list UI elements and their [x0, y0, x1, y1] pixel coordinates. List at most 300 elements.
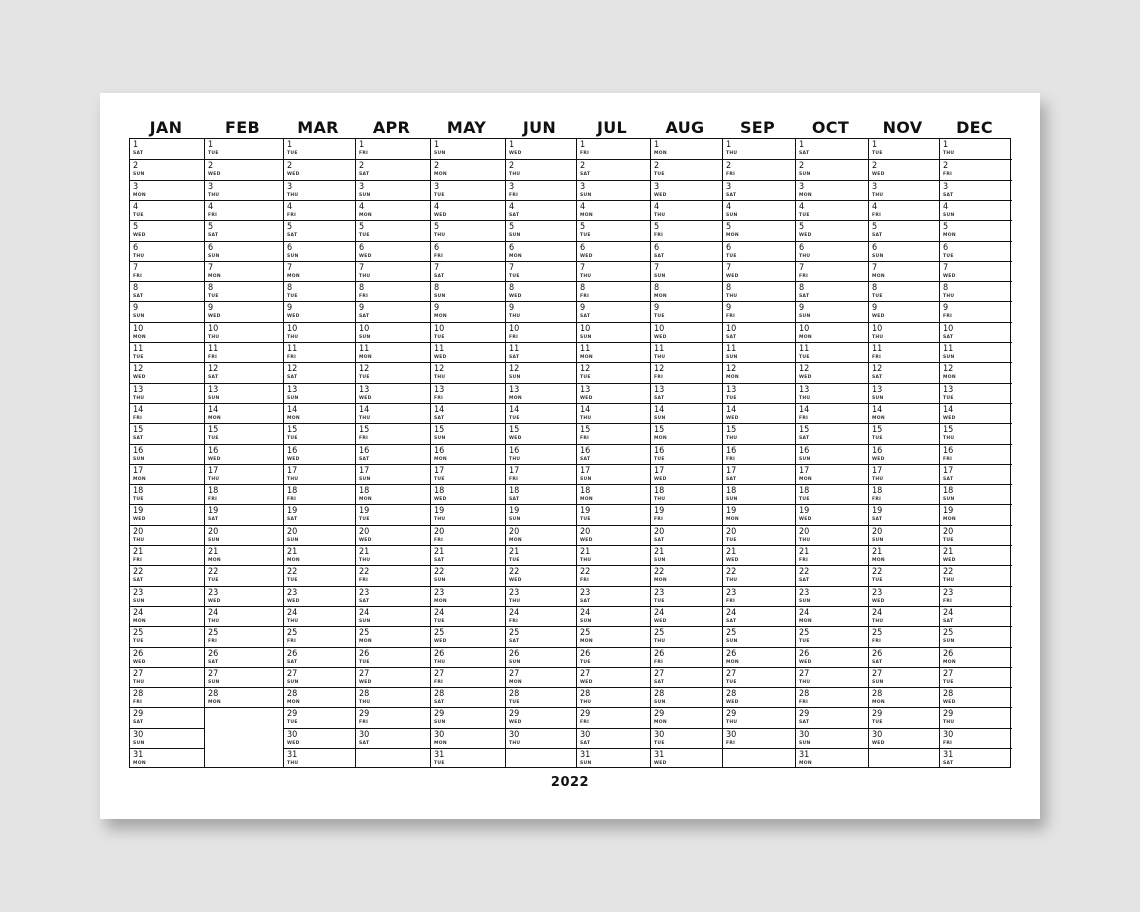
day-cell[interactable] [284, 504, 355, 524]
day-cell[interactable] [723, 362, 795, 382]
day-cell[interactable] [205, 241, 283, 261]
day-cell[interactable] [205, 647, 283, 667]
day-cell[interactable] [506, 281, 576, 301]
day-cell[interactable] [723, 301, 795, 321]
day-cell[interactable] [796, 301, 868, 321]
day-cell[interactable] [723, 423, 795, 443]
day-cell[interactable] [506, 383, 576, 403]
day-cell[interactable] [431, 525, 505, 545]
day-cell[interactable] [284, 687, 355, 707]
day-cell[interactable] [284, 647, 355, 667]
day-cell[interactable] [796, 261, 868, 281]
day-cell[interactable] [506, 606, 576, 626]
day-cell[interactable] [940, 139, 1012, 159]
day-cell[interactable] [796, 748, 868, 768]
day-cell[interactable] [723, 342, 795, 362]
day-cell[interactable] [356, 525, 430, 545]
day-cell[interactable] [940, 159, 1012, 179]
day-cell[interactable] [940, 484, 1012, 504]
day-cell[interactable] [431, 687, 505, 707]
day-cell[interactable] [869, 707, 939, 727]
day-cell[interactable] [723, 403, 795, 423]
day-cell[interactable] [284, 281, 355, 301]
day-cell[interactable] [356, 586, 430, 606]
day-cell[interactable] [506, 241, 576, 261]
day-cell[interactable] [284, 383, 355, 403]
day-cell[interactable] [723, 647, 795, 667]
day-cell[interactable] [284, 403, 355, 423]
day-cell[interactable] [130, 342, 204, 362]
day-cell[interactable] [940, 647, 1012, 667]
day-cell[interactable] [940, 342, 1012, 362]
day-cell[interactable] [869, 606, 939, 626]
day-cell[interactable] [869, 464, 939, 484]
day-cell[interactable] [796, 241, 868, 261]
day-cell[interactable] [506, 362, 576, 382]
day-cell[interactable] [431, 139, 505, 159]
day-cell[interactable] [356, 687, 430, 707]
day-cell[interactable] [284, 200, 355, 220]
day-cell[interactable] [431, 241, 505, 261]
day-cell[interactable] [284, 565, 355, 585]
day-cell[interactable] [130, 647, 204, 667]
day-cell[interactable] [205, 342, 283, 362]
day-cell[interactable] [205, 545, 283, 565]
day-cell[interactable] [651, 647, 722, 667]
day-cell[interactable] [869, 687, 939, 707]
day-cell[interactable] [869, 322, 939, 342]
day-cell[interactable] [796, 586, 868, 606]
day-cell[interactable] [651, 687, 722, 707]
day-cell[interactable] [284, 159, 355, 179]
day-cell[interactable] [205, 220, 283, 240]
day-cell[interactable] [284, 728, 355, 748]
day-cell[interactable] [796, 606, 868, 626]
day-cell[interactable] [284, 606, 355, 626]
day-cell[interactable] [796, 322, 868, 342]
day-cell[interactable] [284, 220, 355, 240]
day-cell[interactable] [284, 545, 355, 565]
day-cell[interactable] [723, 565, 795, 585]
day-cell[interactable] [284, 444, 355, 464]
day-cell[interactable] [506, 159, 576, 179]
day-cell[interactable] [205, 444, 283, 464]
day-cell[interactable] [356, 180, 430, 200]
day-cell[interactable] [796, 565, 868, 585]
day-cell[interactable] [130, 301, 204, 321]
day-cell[interactable] [796, 504, 868, 524]
day-cell[interactable] [796, 383, 868, 403]
day-cell[interactable] [651, 707, 722, 727]
day-cell[interactable] [651, 362, 722, 382]
day-cell[interactable] [651, 504, 722, 524]
day-cell[interactable] [356, 342, 430, 362]
day-cell[interactable] [940, 626, 1012, 646]
day-cell[interactable] [506, 200, 576, 220]
day-cell[interactable] [723, 484, 795, 504]
day-cell[interactable] [723, 322, 795, 342]
day-cell[interactable] [869, 504, 939, 524]
day-cell[interactable] [796, 403, 868, 423]
day-cell[interactable] [130, 504, 204, 524]
day-cell[interactable] [940, 322, 1012, 342]
day-cell[interactable] [130, 667, 204, 687]
day-cell[interactable] [506, 261, 576, 281]
day-cell[interactable] [284, 586, 355, 606]
day-cell[interactable] [431, 586, 505, 606]
day-cell[interactable] [506, 525, 576, 545]
day-cell[interactable] [940, 281, 1012, 301]
day-cell[interactable] [651, 444, 722, 464]
day-cell[interactable] [431, 565, 505, 585]
day-cell[interactable] [506, 565, 576, 585]
day-cell[interactable] [130, 241, 204, 261]
day-cell[interactable] [130, 748, 204, 768]
day-cell[interactable] [577, 159, 650, 179]
day-cell[interactable] [796, 687, 868, 707]
day-cell[interactable] [869, 444, 939, 464]
day-cell[interactable] [869, 383, 939, 403]
day-cell[interactable] [651, 728, 722, 748]
day-cell[interactable] [284, 261, 355, 281]
day-cell[interactable] [577, 444, 650, 464]
day-cell[interactable] [796, 647, 868, 667]
day-cell[interactable] [723, 667, 795, 687]
day-cell[interactable] [431, 281, 505, 301]
day-cell[interactable] [205, 464, 283, 484]
day-cell[interactable] [796, 362, 868, 382]
day-cell[interactable] [431, 444, 505, 464]
day-cell[interactable] [651, 180, 722, 200]
day-cell[interactable] [796, 484, 868, 504]
day-cell[interactable] [869, 484, 939, 504]
day-cell[interactable] [431, 200, 505, 220]
day-cell[interactable] [940, 464, 1012, 484]
day-cell[interactable] [356, 484, 430, 504]
day-cell[interactable] [506, 586, 576, 606]
day-cell[interactable] [869, 281, 939, 301]
day-cell[interactable] [130, 606, 204, 626]
day-cell[interactable] [869, 423, 939, 443]
day-cell[interactable] [205, 484, 283, 504]
day-cell[interactable] [431, 667, 505, 687]
day-cell[interactable] [651, 159, 722, 179]
day-cell[interactable] [723, 464, 795, 484]
day-cell[interactable] [651, 748, 722, 768]
day-cell[interactable] [356, 606, 430, 626]
day-cell[interactable] [205, 423, 283, 443]
day-cell[interactable] [506, 423, 576, 443]
day-cell[interactable] [130, 200, 204, 220]
day-cell[interactable] [651, 301, 722, 321]
day-cell[interactable] [431, 504, 505, 524]
day-cell[interactable] [940, 728, 1012, 748]
day-cell[interactable] [577, 565, 650, 585]
day-cell[interactable] [506, 342, 576, 362]
day-cell[interactable] [130, 261, 204, 281]
day-cell[interactable] [506, 301, 576, 321]
day-cell[interactable] [506, 484, 576, 504]
day-cell[interactable] [723, 159, 795, 179]
day-cell[interactable] [869, 241, 939, 261]
day-cell[interactable] [869, 261, 939, 281]
day-cell[interactable] [796, 728, 868, 748]
day-cell[interactable] [506, 403, 576, 423]
day-cell[interactable] [869, 180, 939, 200]
day-cell[interactable] [651, 484, 722, 504]
day-cell[interactable] [356, 667, 430, 687]
day-cell[interactable] [723, 504, 795, 524]
day-cell[interactable] [577, 707, 650, 727]
day-cell[interactable] [723, 707, 795, 727]
day-cell[interactable] [940, 261, 1012, 281]
day-cell[interactable] [651, 139, 722, 159]
day-cell[interactable] [506, 647, 576, 667]
day-cell[interactable] [356, 403, 430, 423]
day-cell[interactable] [431, 626, 505, 646]
day-cell[interactable] [356, 647, 430, 667]
day-cell[interactable] [284, 525, 355, 545]
day-cell[interactable] [796, 220, 868, 240]
day-cell[interactable] [796, 139, 868, 159]
day-cell[interactable] [940, 586, 1012, 606]
day-cell[interactable] [506, 139, 576, 159]
day-cell[interactable] [723, 586, 795, 606]
day-cell[interactable] [205, 565, 283, 585]
day-cell[interactable] [205, 606, 283, 626]
day-cell[interactable] [940, 301, 1012, 321]
day-cell[interactable] [506, 687, 576, 707]
day-cell[interactable] [869, 565, 939, 585]
day-cell[interactable] [651, 545, 722, 565]
day-cell[interactable] [130, 281, 204, 301]
day-cell[interactable] [356, 383, 430, 403]
day-cell[interactable] [651, 200, 722, 220]
day-cell[interactable] [796, 159, 868, 179]
day-cell[interactable] [796, 200, 868, 220]
day-cell[interactable] [577, 403, 650, 423]
day-cell[interactable] [577, 464, 650, 484]
day-cell[interactable] [796, 667, 868, 687]
day-cell[interactable] [506, 667, 576, 687]
day-cell[interactable] [869, 159, 939, 179]
day-cell[interactable] [130, 180, 204, 200]
day-cell[interactable] [940, 383, 1012, 403]
day-cell[interactable] [130, 383, 204, 403]
day-cell[interactable] [869, 586, 939, 606]
day-cell[interactable] [284, 362, 355, 382]
day-cell[interactable] [431, 423, 505, 443]
day-cell[interactable] [577, 220, 650, 240]
day-cell[interactable] [651, 606, 722, 626]
day-cell[interactable] [205, 362, 283, 382]
day-cell[interactable] [356, 322, 430, 342]
day-cell[interactable] [869, 139, 939, 159]
day-cell[interactable] [356, 281, 430, 301]
day-cell[interactable] [869, 342, 939, 362]
day-cell[interactable] [577, 383, 650, 403]
day-cell[interactable] [431, 322, 505, 342]
day-cell[interactable] [205, 403, 283, 423]
day-cell[interactable] [940, 444, 1012, 464]
day-cell[interactable] [577, 261, 650, 281]
day-cell[interactable] [284, 707, 355, 727]
day-cell[interactable] [356, 301, 430, 321]
day-cell[interactable] [723, 281, 795, 301]
day-cell[interactable] [577, 728, 650, 748]
day-cell[interactable] [205, 180, 283, 200]
day-cell[interactable] [431, 748, 505, 768]
day-cell[interactable] [869, 647, 939, 667]
day-cell[interactable] [577, 626, 650, 646]
day-cell[interactable] [506, 180, 576, 200]
day-cell[interactable] [356, 464, 430, 484]
day-cell[interactable] [796, 180, 868, 200]
day-cell[interactable] [651, 626, 722, 646]
day-cell[interactable] [431, 484, 505, 504]
day-cell[interactable] [284, 322, 355, 342]
day-cell[interactable] [796, 707, 868, 727]
day-cell[interactable] [723, 139, 795, 159]
day-cell[interactable] [431, 606, 505, 626]
day-cell[interactable] [356, 728, 430, 748]
day-cell[interactable] [651, 667, 722, 687]
day-cell[interactable] [577, 301, 650, 321]
day-cell[interactable] [723, 525, 795, 545]
day-cell[interactable] [431, 342, 505, 362]
day-cell[interactable] [205, 586, 283, 606]
day-cell[interactable] [130, 362, 204, 382]
day-cell[interactable] [651, 525, 722, 545]
day-cell[interactable] [577, 647, 650, 667]
day-cell[interactable] [130, 707, 204, 727]
day-cell[interactable] [506, 707, 576, 727]
day-cell[interactable] [130, 220, 204, 240]
day-cell[interactable] [940, 565, 1012, 585]
day-cell[interactable] [130, 586, 204, 606]
day-cell[interactable] [130, 687, 204, 707]
day-cell[interactable] [284, 484, 355, 504]
day-cell[interactable] [796, 423, 868, 443]
day-cell[interactable] [130, 464, 204, 484]
day-cell[interactable] [869, 728, 939, 748]
day-cell[interactable] [577, 748, 650, 768]
day-cell[interactable] [577, 545, 650, 565]
day-cell[interactable] [506, 626, 576, 646]
day-cell[interactable] [431, 220, 505, 240]
day-cell[interactable] [431, 261, 505, 281]
day-cell[interactable] [651, 565, 722, 585]
day-cell[interactable] [940, 200, 1012, 220]
day-cell[interactable] [431, 362, 505, 382]
day-cell[interactable] [869, 220, 939, 240]
day-cell[interactable] [506, 220, 576, 240]
day-cell[interactable] [869, 301, 939, 321]
day-cell[interactable] [506, 504, 576, 524]
day-cell[interactable] [506, 545, 576, 565]
day-cell[interactable] [577, 200, 650, 220]
day-cell[interactable] [940, 606, 1012, 626]
day-cell[interactable] [723, 687, 795, 707]
day-cell[interactable] [356, 545, 430, 565]
day-cell[interactable] [356, 707, 430, 727]
day-cell[interactable] [651, 464, 722, 484]
day-cell[interactable] [205, 139, 283, 159]
day-cell[interactable] [723, 728, 795, 748]
day-cell[interactable] [651, 261, 722, 281]
day-cell[interactable] [205, 383, 283, 403]
day-cell[interactable] [940, 545, 1012, 565]
day-cell[interactable] [651, 342, 722, 362]
day-cell[interactable] [130, 626, 204, 646]
day-cell[interactable] [796, 464, 868, 484]
day-cell[interactable] [205, 626, 283, 646]
day-cell[interactable] [506, 444, 576, 464]
day-cell[interactable] [869, 667, 939, 687]
day-cell[interactable] [284, 626, 355, 646]
day-cell[interactable] [723, 261, 795, 281]
day-cell[interactable] [723, 626, 795, 646]
day-cell[interactable] [431, 301, 505, 321]
day-cell[interactable] [940, 180, 1012, 200]
day-cell[interactable] [651, 403, 722, 423]
day-cell[interactable] [205, 504, 283, 524]
day-cell[interactable] [130, 484, 204, 504]
day-cell[interactable] [431, 383, 505, 403]
day-cell[interactable] [577, 667, 650, 687]
day-cell[interactable] [869, 525, 939, 545]
day-cell[interactable] [651, 220, 722, 240]
day-cell[interactable] [577, 180, 650, 200]
day-cell[interactable] [130, 728, 204, 748]
day-cell[interactable] [205, 261, 283, 281]
day-cell[interactable] [431, 707, 505, 727]
day-cell[interactable] [431, 728, 505, 748]
day-cell[interactable] [205, 281, 283, 301]
day-cell[interactable] [356, 139, 430, 159]
day-cell[interactable] [940, 220, 1012, 240]
day-cell[interactable] [940, 403, 1012, 423]
day-cell[interactable] [723, 180, 795, 200]
day-cell[interactable] [577, 525, 650, 545]
day-cell[interactable] [506, 728, 576, 748]
day-cell[interactable] [796, 444, 868, 464]
day-cell[interactable] [577, 362, 650, 382]
day-cell[interactable] [431, 647, 505, 667]
day-cell[interactable] [356, 565, 430, 585]
day-cell[interactable] [205, 322, 283, 342]
day-cell[interactable] [940, 423, 1012, 443]
day-cell[interactable] [284, 139, 355, 159]
day-cell[interactable] [284, 423, 355, 443]
day-cell[interactable] [284, 748, 355, 768]
day-cell[interactable] [940, 504, 1012, 524]
day-cell[interactable] [577, 281, 650, 301]
day-cell[interactable] [130, 545, 204, 565]
day-cell[interactable] [284, 342, 355, 362]
day-cell[interactable] [869, 545, 939, 565]
day-cell[interactable] [284, 301, 355, 321]
day-cell[interactable] [431, 464, 505, 484]
day-cell[interactable] [130, 403, 204, 423]
day-cell[interactable] [205, 159, 283, 179]
day-cell[interactable] [356, 220, 430, 240]
day-cell[interactable] [284, 464, 355, 484]
day-cell[interactable] [577, 423, 650, 443]
day-cell[interactable] [723, 200, 795, 220]
day-cell[interactable] [940, 667, 1012, 687]
day-cell[interactable] [577, 586, 650, 606]
